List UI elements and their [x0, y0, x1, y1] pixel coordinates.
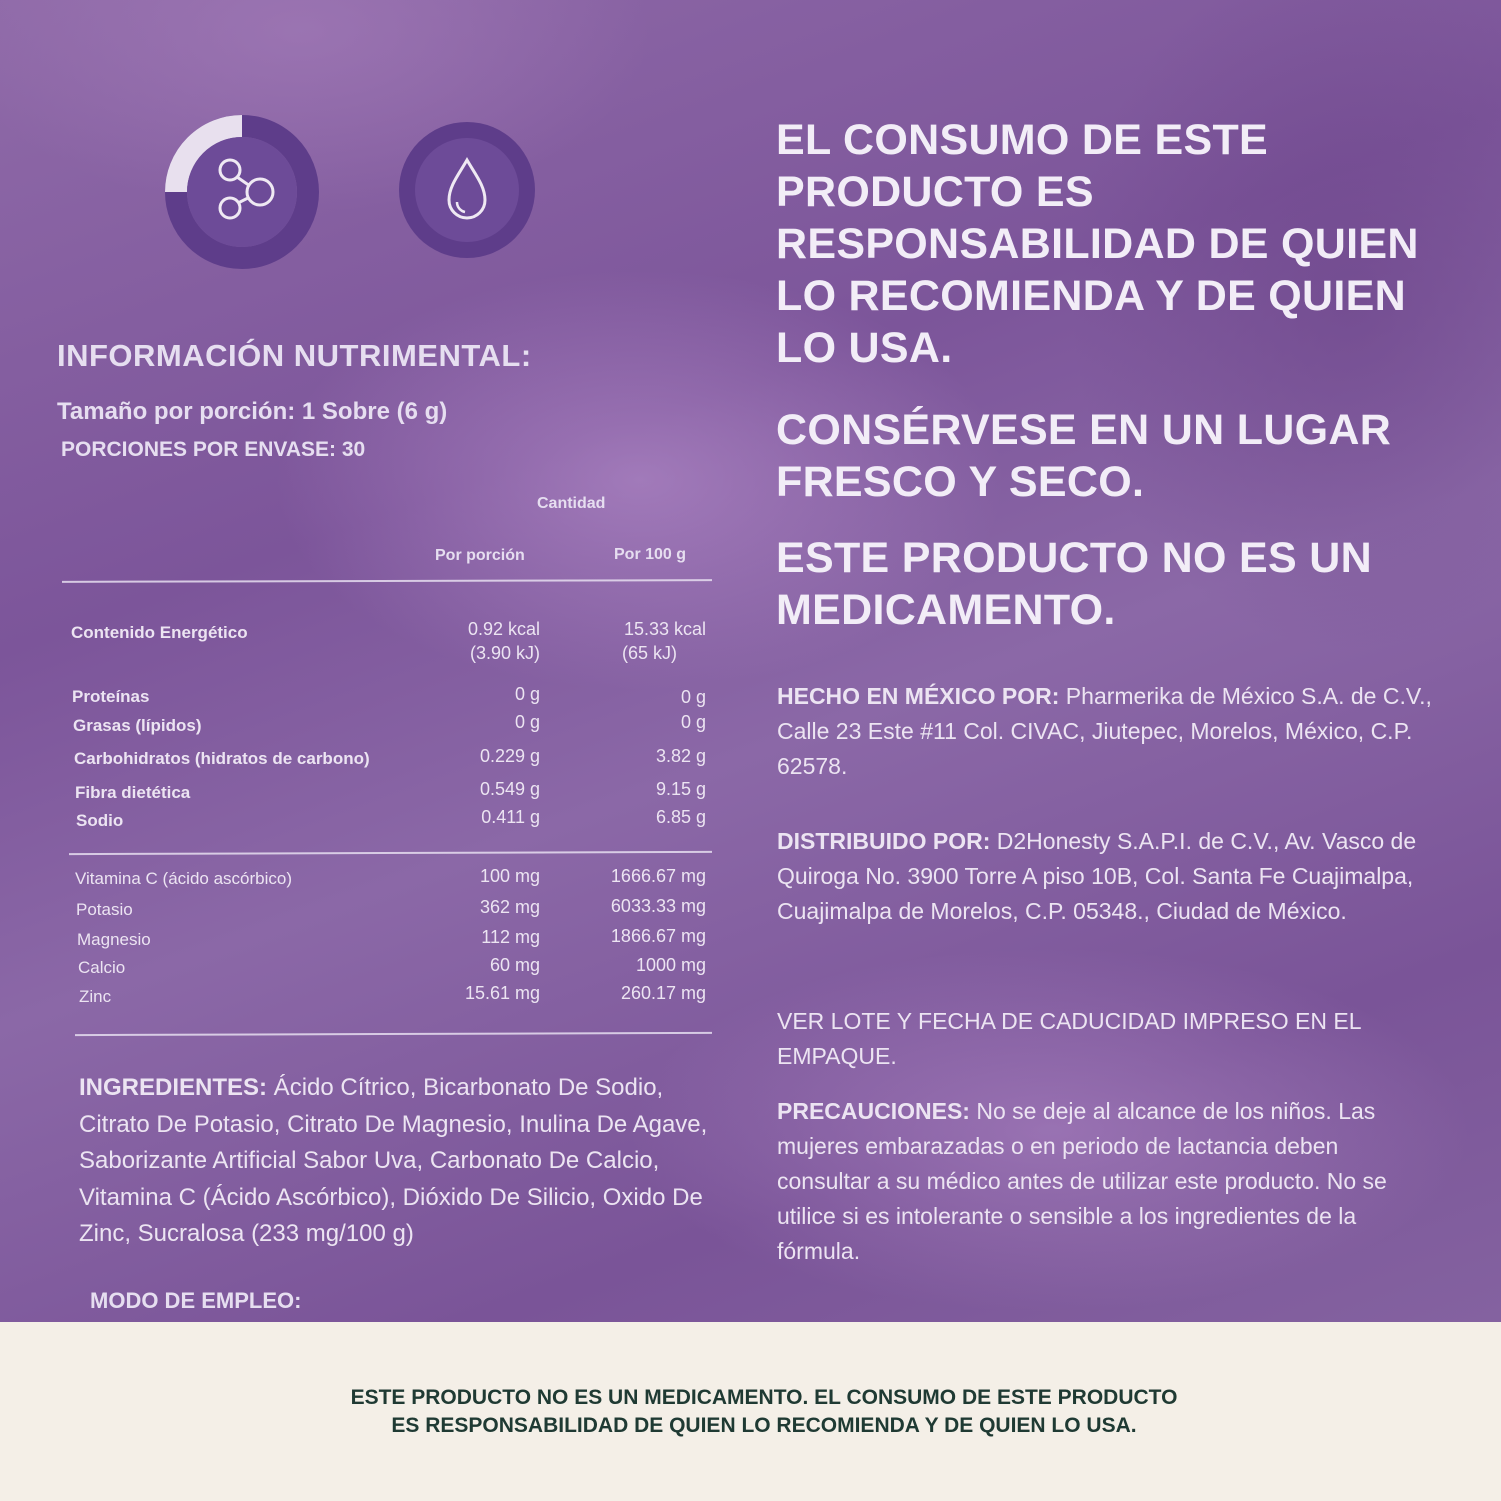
table-cell: 1666.67 mg: [610, 866, 706, 886]
table-cell: 0.549 g: [479, 779, 540, 799]
quantity-header: Cantidad: [537, 495, 606, 512]
table-cell: 6033.33 mg: [610, 896, 706, 916]
table-row-label: Calcio: [78, 958, 126, 977]
servings-per-container: PORCIONES POR ENVASE: 30: [61, 438, 366, 461]
table-cell: 362 mg: [479, 897, 540, 917]
table-cell: 260.17 mg: [620, 983, 706, 1003]
table-row-label: Zinc: [79, 987, 112, 1006]
table-cell: 100 mg: [479, 866, 540, 886]
not-medicine-warning: ESTE PRODUCTO NO ES UN MEDICAMENTO.: [776, 534, 1372, 634]
table-row-label: Sodio: [76, 811, 124, 830]
table-cell: 0 g: [680, 687, 706, 707]
footer-disclaimer: [0, 1384, 1501, 1440]
precautions-body: No se deje al alcance de los niños. Las mujeres embarazadas o en periodo de lactancia deben consultar a su médico antes de utilizar este producto. No se utilice si es intolerante o sensible a los ingredientes de la fórmula.: [777, 1098, 1387, 1264]
table-cell: 0.229 g: [479, 746, 540, 766]
manufacturer-text: [777, 679, 1437, 784]
water-drop-icon: [385, 108, 550, 273]
table-cell: (3.90 kJ): [469, 643, 540, 663]
table-row-label: Proteínas: [72, 687, 150, 706]
table-row-label: Potasio: [76, 900, 133, 919]
table-rule: [62, 579, 712, 583]
col-per-100g: Por 100 g: [614, 546, 687, 563]
table-rule: [75, 1032, 712, 1036]
distributor-text: [777, 824, 1437, 929]
storage-warning: CONSÉRVESE EN UN LUGAR FRESCO Y SECO.: [776, 406, 1392, 506]
molecule-icon: [160, 110, 325, 275]
manufacturer-label: HECHO EN MÉXICO POR:: [777, 683, 1060, 709]
table-cell: (65 kJ): [622, 643, 678, 663]
nutrition-title: INFORMACIÓN NUTRIMENTAL:: [57, 338, 532, 373]
ingredients-label: INGREDIENTES:: [79, 1074, 268, 1101]
table-cell: 112 mg: [481, 927, 540, 947]
table-cell: 60 mg: [489, 955, 540, 975]
table-row-label: Grasas (lípidos): [73, 716, 202, 735]
precautions-label: PRECAUCIONES:: [777, 1098, 970, 1124]
table-row-label: Magnesio: [77, 930, 151, 949]
responsibility-warning: EL CONSUMO DE ESTE PRODUCTO ES RESPONSABILIDAD DE QUIEN LO RECOMIENDA Y DE QUIEN LO USA.: [776, 116, 1419, 372]
table-row-label: Vitamina C (ácido ascórbico): [75, 869, 292, 888]
table-cell: 0.411 g: [481, 807, 540, 827]
table-cell: 0 g: [680, 712, 706, 732]
lot-text: VER LOTE Y FECHA DE CADUCIDAD IMPRESO EN EL EMPAQUE.: [777, 1008, 1361, 1069]
footer-line-1: ESTE PRODUCTO NO ES UN MEDICAMENTO. EL CONSUMO DE ESTE PRODUCTO: [350, 1386, 1178, 1409]
table-cell: 0.92 kcal: [467, 619, 540, 639]
table-cell: 15.61 mg: [464, 983, 540, 1003]
table-row-label: Carbohidratos (hidratos de carbono): [74, 749, 370, 768]
footer-line-2: ES RESPONSABILIDAD DE QUIEN LO RECOMIENDA Y DE QUIEN LO USA.: [391, 1414, 1137, 1437]
table-cell: 0 g: [514, 684, 540, 704]
serving-size: Tamaño por porción: 1 Sobre (6 g): [57, 398, 448, 425]
table-cell: 6.85 g: [655, 807, 706, 827]
table-cell: 1000 mg: [635, 955, 706, 975]
table-row-label: Fibra dietética: [75, 783, 191, 802]
table-rule: [69, 851, 712, 855]
table-cell: 9.15 g: [655, 779, 706, 799]
precautions-text: [777, 1094, 1437, 1269]
table-row-label: Contenido Energético: [71, 623, 248, 642]
table-cell: 15.33 kcal: [623, 619, 706, 639]
ingredients-text: [79, 1070, 719, 1253]
table-cell: 1866.67 mg: [610, 926, 706, 946]
distributor-label: DISTRIBUIDO POR:: [777, 828, 991, 854]
usage-label: MODO DE EMPLEO:: [90, 1288, 302, 1313]
table-cell: 3.82 g: [655, 746, 706, 766]
manufacturer-address: Pharmerika de México S.A. de C.V., Calle 23 Este #11 Col. CIVAC, Jiutepec, Morelos, México, C.P. 62578.: [777, 683, 1432, 779]
ingredients-list: Ácido Cítrico, Bicarbonato De Sodio, Citrato De Potasio, Citrato De Magnesio, Inulina De Agave, Saborizante Artificial Sabor Uva, Carbonato De Calcio, Vitamina C (Ácido Ascórbico), Dióxido De Silicio, Oxido De Zinc, Sucralosa (233 mg/100 g): [79, 1074, 708, 1247]
distributor-address: D2Honesty S.A.P.I. de C.V., Av. Vasco de Quiroga No. 3900 Torre A piso 10B, Col. Santa Fe Cuajimalpa, Cuajimalpa de Morelos, C.P. 05348., Ciudad de México.: [777, 828, 1417, 924]
table-cell: 0 g: [514, 712, 540, 732]
col-per-serving: Por porción: [435, 547, 525, 564]
